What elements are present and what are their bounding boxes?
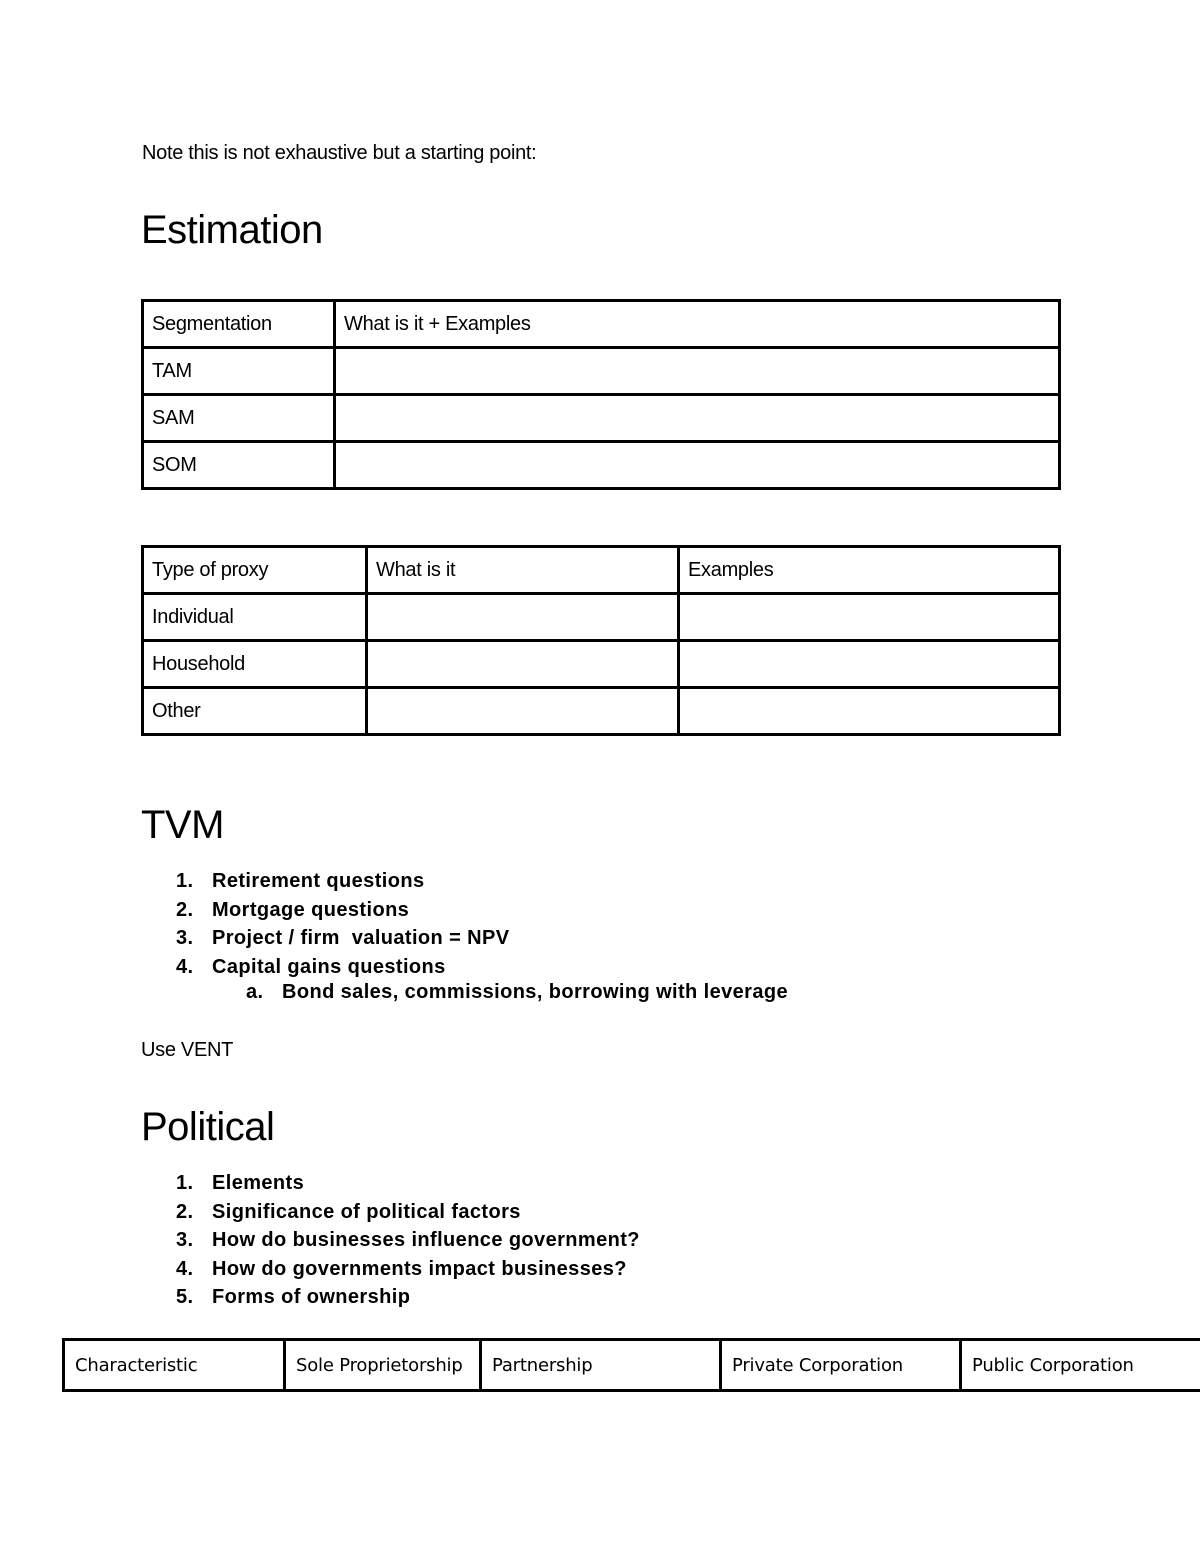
list-text: Bond sales, commissions, borrowing with leverage — [282, 981, 788, 1003]
table-row — [143, 641, 1060, 688]
list-number: 1. — [176, 1172, 194, 1194]
list-number: 4. — [176, 1257, 194, 1280]
table-row — [143, 688, 1060, 735]
table-header-cell: Examples — [679, 547, 1060, 594]
table-cell: Individual — [143, 594, 367, 641]
segmentation-table — [141, 299, 1061, 490]
list-text: Significance of political factors — [212, 1200, 521, 1223]
table-cell — [679, 594, 1060, 641]
list-text: How do businesses influence government? — [212, 1229, 640, 1251]
table-header-cell: What is it — [367, 547, 679, 594]
table-header-cell: Segmentation — [143, 301, 335, 348]
proxy-table — [141, 545, 1061, 736]
list-text: Mortgage questions — [212, 898, 410, 921]
table-cell — [335, 442, 1060, 489]
estimation-heading: Estimation — [141, 208, 323, 252]
list-text: Retirement questions — [212, 870, 425, 892]
table-row — [143, 301, 1060, 348]
table-cell — [335, 348, 1060, 395]
list-number: 4. — [176, 955, 194, 978]
tvm-heading: TVM — [141, 803, 224, 847]
table-row — [64, 1340, 1200, 1391]
table-cell: SOM — [143, 442, 335, 489]
table-cell — [679, 688, 1060, 735]
table-row — [143, 395, 1060, 442]
list-number: 5. — [176, 1286, 194, 1308]
list-number: 2. — [176, 898, 194, 921]
table-cell — [367, 688, 679, 735]
table-header-cell: Sole Proprietorship — [285, 1340, 481, 1391]
use-vent-note: Use VENT — [141, 1039, 234, 1061]
table-cell — [367, 641, 679, 688]
table-cell: TAM — [143, 348, 335, 395]
table-cell — [367, 594, 679, 641]
table-header-cell: What is it + Examples — [335, 301, 1060, 348]
table-row — [143, 547, 1060, 594]
list-text: How do governments impact businesses? — [212, 1257, 627, 1280]
list-number: a. — [246, 981, 264, 1003]
table-header-cell: Partnership — [481, 1340, 721, 1391]
table-cell: Other — [143, 688, 367, 735]
table-header-cell: Characteristic — [64, 1340, 285, 1391]
table-cell — [335, 395, 1060, 442]
list-number: 2. — [176, 1200, 194, 1223]
list-text: Project / firm valuation = NPV — [212, 927, 510, 949]
list-number: 1. — [176, 870, 194, 892]
table-row — [143, 442, 1060, 489]
table-header-cell: Private Corporation — [721, 1340, 961, 1391]
list-text: Capital gains questions — [212, 955, 446, 978]
table-cell — [679, 641, 1060, 688]
list-text: Elements — [212, 1172, 305, 1194]
political-heading: Political — [141, 1105, 275, 1149]
intro-note: Note this is not exhaustive but a starting point: — [142, 142, 537, 164]
table-cell: Household — [143, 641, 367, 688]
list-number: 3. — [176, 927, 194, 949]
ownership-table — [62, 1338, 1200, 1392]
table-row — [143, 348, 1060, 395]
list-number: 3. — [176, 1229, 194, 1251]
table-row — [143, 594, 1060, 641]
table-header-cell: Public Corporation — [961, 1340, 1200, 1391]
table-header-cell: Type of proxy — [143, 547, 367, 594]
list-text: Forms of ownership — [212, 1286, 411, 1308]
table-cell: SAM — [143, 395, 335, 442]
